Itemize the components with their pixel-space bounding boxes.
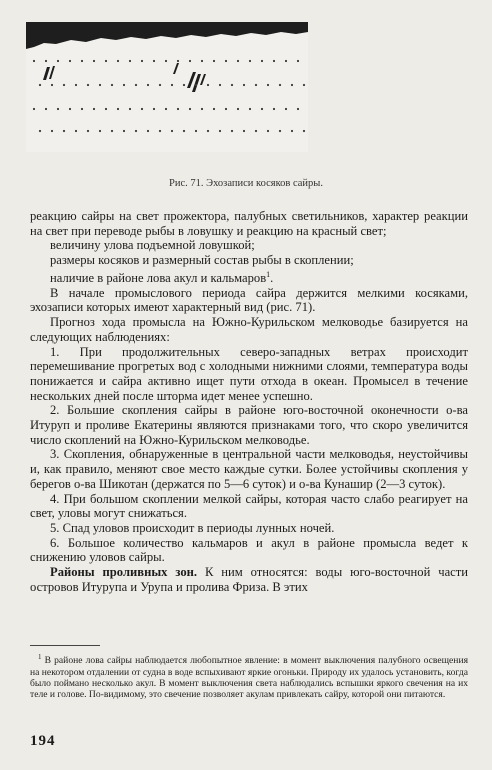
echogram-dot bbox=[45, 60, 47, 62]
paragraph: 1. При продолжительных северо-западных ветрах происходит перемешивание прогретых вод с холодными нижними слоями, температура воды понижается и сайра активно ищет пути отхода в океан. Промысел в течение нескольких дней после шторма идет менее успешно. bbox=[30, 344, 468, 403]
paragraph: Прогноз хода промысла на Южно-Курильском мелководье базируется на следующих наблюдениях: bbox=[30, 315, 468, 344]
echogram-dot bbox=[225, 108, 227, 110]
echogram-dot bbox=[129, 60, 131, 62]
echogram-dot bbox=[303, 130, 305, 132]
echogram-dot bbox=[153, 60, 155, 62]
section-heading: Районы проливных зон. bbox=[50, 565, 198, 580]
footnote-divider bbox=[30, 645, 100, 646]
echogram-dot bbox=[105, 60, 107, 62]
paragraph: величину улова подъемной ловушкой; bbox=[50, 238, 255, 253]
echogram-dot-grid bbox=[33, 60, 305, 132]
echogram-dot bbox=[267, 130, 269, 132]
echogram-dot bbox=[171, 84, 173, 86]
echogram-dot bbox=[303, 84, 305, 86]
paragraph: 5. Спад уловов происходит в периоды лунных ночей. bbox=[50, 520, 335, 535]
echogram-dot bbox=[255, 130, 257, 132]
echogram-dot bbox=[141, 60, 143, 62]
echogram-dot bbox=[177, 60, 179, 62]
text-span: . bbox=[270, 271, 274, 285]
paragraph bbox=[30, 565, 468, 594]
echogram-dot bbox=[129, 108, 131, 110]
paragraph: 3. Скопления, обнаруженные в центральной части мелководья, неустойчивы и, как правило, меняют свое место каждые сутки. Более устойчивы скопления у берегов о-ва Шикотан (держатся по 5—6 суток) и о-ва Кунашир (2—3 суток). bbox=[30, 447, 468, 491]
paragraph: реакцию сайры на свет прожектора, палубных светильников, характер реакции на свет при переводе рыбы в ловушку и реакцию на красный свет; bbox=[30, 209, 468, 238]
footnote-text bbox=[30, 652, 468, 701]
echogram-dot bbox=[51, 130, 53, 132]
echogram-dot bbox=[33, 108, 35, 110]
echogram-school-marks bbox=[43, 63, 206, 92]
echogram-dot bbox=[171, 130, 173, 132]
echogram-dot bbox=[195, 84, 197, 86]
echogram-dot bbox=[237, 108, 239, 110]
echogram-dot bbox=[99, 84, 101, 86]
echogram-dot bbox=[111, 130, 113, 132]
echogram-dot bbox=[165, 60, 167, 62]
echogram-dot bbox=[123, 130, 125, 132]
echogram-dot bbox=[135, 130, 137, 132]
echogram-dot bbox=[117, 108, 119, 110]
echogram-dot bbox=[123, 84, 125, 86]
echogram-dot bbox=[111, 84, 113, 86]
echogram-dot bbox=[189, 108, 191, 110]
echogram-dot bbox=[87, 84, 89, 86]
echogram-dot bbox=[135, 84, 137, 86]
echogram-dot bbox=[45, 108, 47, 110]
echogram-dot bbox=[273, 108, 275, 110]
echogram-dot bbox=[285, 60, 287, 62]
echogram-dot bbox=[237, 60, 239, 62]
echogram-dot bbox=[51, 84, 53, 86]
figure-caption: Рис. 71. Эхозаписи косяков сайры. bbox=[169, 178, 323, 189]
footnote-body: В районе лова сайры наблюдается любопытное явление: в момент выключения палубного освещения на некотором отдалении от судна в воде вспыхивают яркие огоньки. Природу их удалось установить, когда было поймано несколько акул. В момент выключения света наблюдались вспышки яркого свечения на их теле и голове. По-видимому, это свечение позволяет акулам привлекать сайру, которой они питаются. bbox=[30, 655, 468, 701]
paragraph: 2. Большие скопления сайры в районе юго-восточной оконечности о-ва Итуруп и проливе Екатерины являются признаками того, что скоро увеличится число скоплений на Южно-Курильском мелководье. bbox=[30, 403, 468, 447]
echogram-dot bbox=[285, 108, 287, 110]
text-span: наличие в районе лова акул и кальмаров bbox=[50, 271, 267, 285]
echogram-dot bbox=[291, 130, 293, 132]
echogram-dot bbox=[147, 84, 149, 86]
echogram-dot bbox=[75, 84, 77, 86]
echogram-dot bbox=[219, 84, 221, 86]
echogram-dot bbox=[255, 84, 257, 86]
echogram-dot bbox=[117, 60, 119, 62]
echogram-dot bbox=[249, 60, 251, 62]
echogram-dot bbox=[153, 108, 155, 110]
echogram-dot bbox=[195, 130, 197, 132]
echogram-dot bbox=[141, 108, 143, 110]
echogram-dot bbox=[207, 130, 209, 132]
echogram-dot bbox=[219, 130, 221, 132]
echogram-dot bbox=[183, 84, 185, 86]
echogram-dot bbox=[57, 60, 59, 62]
echogram-dot bbox=[93, 60, 95, 62]
echogram-dot bbox=[297, 108, 299, 110]
echogram-dot bbox=[105, 108, 107, 110]
echogram-dot bbox=[213, 60, 215, 62]
echogram-dot bbox=[63, 84, 65, 86]
echogram-dot bbox=[57, 108, 59, 110]
echogram-dot bbox=[39, 130, 41, 132]
footnote bbox=[30, 652, 468, 701]
echogram-dot bbox=[261, 60, 263, 62]
echogram-dot bbox=[297, 60, 299, 62]
echogram-dot bbox=[261, 108, 263, 110]
echogram-dot bbox=[279, 84, 281, 86]
echogram-dot bbox=[159, 84, 161, 86]
page-number: 194 bbox=[30, 733, 56, 749]
echogram-dot bbox=[231, 84, 233, 86]
echogram-dot bbox=[81, 60, 83, 62]
echogram-dot bbox=[177, 108, 179, 110]
echogram-dot bbox=[183, 130, 185, 132]
echogram-dot bbox=[243, 130, 245, 132]
text-span: К ним относятся: воды юго-восточной части островов Итурупа и Урупа и пролива Фриза. В этих bbox=[30, 565, 468, 594]
echogram-figure bbox=[26, 22, 308, 152]
echogram-dot bbox=[147, 130, 149, 132]
footnote-mark: 1 bbox=[38, 653, 42, 661]
paragraph: 6. Большое количество кальмаров и акул в районе промысла ведет к снижению уловов сайры. bbox=[30, 535, 468, 565]
paragraph: размеры косяков и размерный состав рыбы в скоплении; bbox=[50, 253, 354, 268]
echogram-dot bbox=[273, 60, 275, 62]
echogram-dot bbox=[159, 130, 161, 132]
echogram-dot bbox=[75, 130, 77, 132]
echogram-dot bbox=[69, 60, 71, 62]
echogram-surface-band bbox=[26, 22, 308, 49]
echogram-dot bbox=[63, 130, 65, 132]
echogram-dot bbox=[291, 84, 293, 86]
echogram-dot bbox=[213, 108, 215, 110]
echogram-dot bbox=[165, 108, 167, 110]
echogram-dot bbox=[249, 108, 251, 110]
echogram-dot bbox=[93, 108, 95, 110]
echogram-dot bbox=[201, 108, 203, 110]
echogram-dot bbox=[39, 84, 41, 86]
paragraph bbox=[30, 268, 468, 286]
echogram-dot bbox=[99, 130, 101, 132]
echogram-dot bbox=[81, 108, 83, 110]
echogram-dot bbox=[231, 130, 233, 132]
echogram-dot bbox=[225, 60, 227, 62]
paragraph: В начале промыслового периода сайра держится мелкими косяками, эхозаписи которых имеют характерный вид (рис. 71). bbox=[30, 285, 468, 315]
echogram-dot bbox=[267, 84, 269, 86]
echogram-dot bbox=[69, 108, 71, 110]
main-text bbox=[30, 209, 468, 594]
echogram-dot bbox=[207, 84, 209, 86]
echogram-dot bbox=[279, 130, 281, 132]
echogram-dot bbox=[33, 60, 35, 62]
echogram-dot bbox=[189, 60, 191, 62]
echogram-dot bbox=[243, 84, 245, 86]
echogram-dot bbox=[87, 130, 89, 132]
footnote-ref: 1 bbox=[266, 269, 271, 279]
echogram-dot bbox=[201, 60, 203, 62]
paragraph: 4. При большом скоплении мелкой сайры, которая часто слабо реагирует на свет, уловы могут снижаться. bbox=[30, 491, 468, 521]
